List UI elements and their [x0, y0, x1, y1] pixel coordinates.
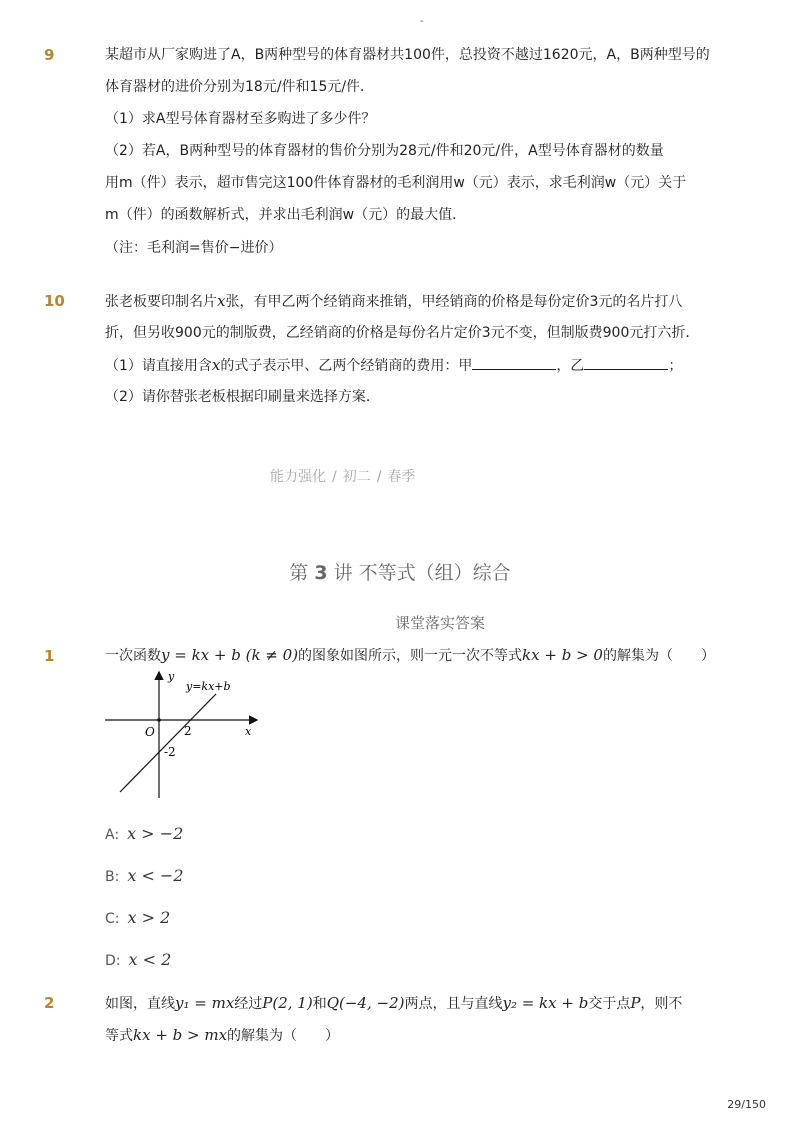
q2-text: 交于点: [588, 996, 631, 1012]
choice-label: A:: [105, 827, 120, 843]
breadcrumb-item: 能力强化: [270, 469, 326, 485]
section-title: 课堂落实答案: [394, 614, 485, 632]
q9-line-2: 体育器材的进价分别为18元/件和15元/件．: [105, 79, 375, 95]
lecture-prefix: 第: [289, 562, 309, 584]
q2-text: 和: [312, 996, 327, 1012]
q10-math-x: x: [217, 292, 226, 310]
q2-math: y₁ = mx: [175, 994, 235, 1012]
lecture-title: [0, 558, 800, 585]
choice-expression: x < 2: [128, 950, 172, 969]
q2-text: 经过: [234, 996, 263, 1012]
question-number-10: 10: [44, 292, 65, 310]
origin-point: [157, 718, 161, 722]
choice-label: D:: [105, 953, 121, 969]
origin-label: O: [145, 725, 155, 739]
graph-line: [120, 694, 216, 792]
y-tick-label: -2: [164, 745, 176, 759]
lecture-name: 讲 不等式（组）综合: [333, 562, 511, 584]
q1-math: kx + b > 0: [522, 646, 603, 664]
q10-text: （1）请直接用含: [105, 358, 212, 374]
q10-text: ；: [668, 358, 683, 374]
q1-text: 一次函数: [105, 648, 161, 664]
choice-c[interactable]: [105, 908, 170, 927]
q2-text: 如图，直线: [105, 996, 175, 1012]
choice-a[interactable]: [105, 824, 183, 843]
line-label: y=kx+b: [186, 680, 231, 693]
choice-expression: x > 2: [127, 908, 171, 927]
q2-math: kx + b > mx: [133, 1026, 228, 1044]
q2-math: P: [630, 994, 641, 1012]
q10-text: 的式子表示甲、乙两个经销商的费用：甲: [220, 358, 473, 374]
q1-stem: [105, 645, 715, 666]
y-axis-label: y: [168, 670, 175, 683]
breadcrumb-separator: /: [376, 469, 382, 485]
q2-text: 的解集为（ ）: [227, 1028, 340, 1044]
choice-expression: x > −2: [127, 824, 184, 843]
x-axis-label: x: [245, 725, 252, 738]
q10-math-x: x: [211, 356, 221, 374]
q1-text: 的解集为（ ）: [602, 648, 715, 664]
choice-b[interactable]: [105, 866, 184, 885]
q2-math: y₂ = kx + b: [502, 994, 589, 1012]
choice-label: B:: [105, 869, 120, 885]
q9-line-5: 用m（件）表示，超市售完这100件体育器材的毛利润用w（元）表示，求毛利润w（元）关于: [105, 175, 687, 191]
breadcrumb-item: 初二: [342, 469, 371, 485]
page-number: 29/150: [727, 1098, 766, 1111]
q10-text: 张，有甲乙两个经销商来推销，甲经销商的价格是每份定价3元的名片打八: [225, 294, 683, 310]
q2-math: Q(−4, −2): [326, 994, 405, 1012]
q2-text: 两点，且与直线: [404, 996, 503, 1012]
breadcrumb: [270, 466, 415, 486]
q2-line-2: [105, 1025, 339, 1046]
q2-text: 等式: [105, 1028, 133, 1044]
answer-blank-yi[interactable]: [584, 357, 668, 370]
q10-line-4: （2）请你替张老板根据印刷量来选择方案．: [105, 389, 380, 405]
q10-text: 张老板要印制名片: [105, 294, 217, 310]
q2-text: ，则不: [640, 996, 683, 1012]
choice-d[interactable]: [105, 950, 171, 969]
q1-math: y = kx + b (k ≠ 0): [161, 646, 299, 664]
choice-expression: x < −2: [127, 866, 184, 885]
q10-text: ，乙: [556, 358, 585, 374]
q2-line-1: [105, 993, 682, 1014]
q9-line-1: 某超市从厂家购进了A，B两种型号的体育器材共100件，总投资不越过1620元，A，B两种型号的: [105, 47, 710, 63]
lecture-number: 3: [314, 562, 328, 584]
q1-graph: [102, 668, 267, 802]
x-tick-label: 2: [184, 724, 192, 738]
top-mark: -: [420, 16, 424, 27]
breadcrumb-separator: /: [332, 469, 337, 485]
q9-line-7: （注：毛利润=售价−进价）: [105, 240, 283, 256]
q10-line-1: [105, 291, 682, 312]
question-number-2: 2: [44, 994, 55, 1012]
question-number-1: 1: [44, 647, 55, 665]
q1-text: 的图象如图所示，则一元一次不等式: [298, 648, 523, 664]
q9-line-3: （1）求A型号体育器材至多购进了多少件？: [105, 111, 376, 127]
q9-line-6: m（件）的函数解析式，并求出毛利润w（元）的最大值．: [105, 207, 467, 223]
q10-line-2: 折，但另收900元的制版费，乙经销商的价格是每份名片定价3元不变，但制版费900元打六折．: [105, 325, 700, 341]
q2-math: P(2, 1): [262, 994, 313, 1012]
q9-line-4: （2）若A，B两种型号的体育器材的售价分别为28元/件和20元/件，A型号体育器材的数量: [105, 143, 664, 159]
breadcrumb-item: 春季: [387, 469, 416, 485]
q10-line-3: [105, 355, 682, 376]
choice-label: C:: [105, 911, 120, 927]
question-number-9: 9: [44, 46, 55, 64]
answer-blank-jia[interactable]: [472, 357, 556, 370]
